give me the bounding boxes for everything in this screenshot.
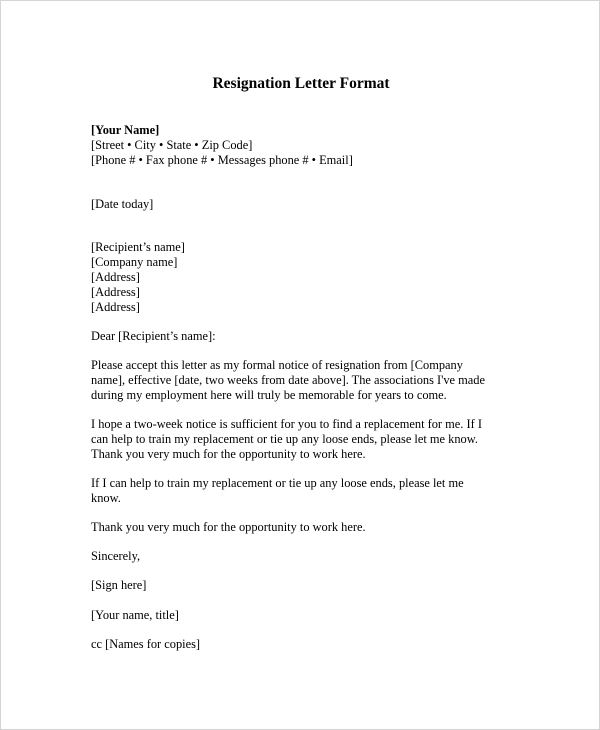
body-paragraph-2 bbox=[91, 417, 511, 462]
sender-block bbox=[91, 123, 511, 168]
recipient-address-line: [Address] bbox=[91, 300, 140, 314]
document-title: Resignation Letter Format bbox=[212, 75, 390, 92]
recipient-address-line: [Address] bbox=[91, 285, 140, 299]
paragraph-line: I hope a two-week notice is sufficient for you to find a replacement for me. If I bbox=[91, 417, 482, 431]
recipient-block bbox=[91, 240, 511, 315]
paragraph-line: name], effective [date, two weeks from date above]. The associations I've made bbox=[91, 373, 485, 387]
cc-line: cc [Names for copies] bbox=[91, 637, 201, 651]
recipient-company: [Company name] bbox=[91, 255, 178, 269]
paragraph-line: know. bbox=[91, 491, 121, 505]
body-paragraph-3 bbox=[91, 476, 511, 506]
paragraph-line: Please accept this letter as my formal notice of resignation from [Company bbox=[91, 358, 463, 372]
closing-block bbox=[91, 549, 511, 564]
typed-name: [Your name, title] bbox=[91, 608, 179, 622]
typed-name-block bbox=[91, 608, 511, 623]
body-paragraph-1 bbox=[91, 358, 511, 403]
recipient-name: [Recipient’s name] bbox=[91, 240, 185, 254]
signature-block bbox=[91, 578, 511, 593]
paragraph-line: Thank you very much for the opportunity to work here. bbox=[91, 520, 366, 534]
cc-block bbox=[91, 637, 511, 652]
recipient-address-line: [Address] bbox=[91, 270, 140, 284]
sender-name: [Your Name] bbox=[91, 123, 160, 137]
signature-placeholder: [Sign here] bbox=[91, 578, 147, 592]
paragraph-line: Thank you very much for the opportunity to work here. bbox=[91, 447, 366, 461]
salutation: Dear [Recipient’s name]: bbox=[91, 329, 216, 343]
paragraph-line: during my employment here will truly be memorable for years to come. bbox=[91, 388, 447, 402]
closing: Sincerely, bbox=[91, 549, 141, 563]
sender-contact: [Phone # • Fax phone # • Messages phone # • Email] bbox=[91, 153, 353, 167]
date-block bbox=[91, 197, 511, 212]
letter-date: [Date today] bbox=[91, 197, 154, 211]
paragraph-line: can help to train my replacement or tie up any loose ends, please let me know. bbox=[91, 432, 478, 446]
body-paragraph-4 bbox=[91, 520, 511, 535]
salutation-block bbox=[91, 329, 511, 344]
paragraph-line: If I can help to train my replacement or tie up any loose ends, please let me bbox=[91, 476, 464, 490]
sender-address: [Street • City • State • Zip Code] bbox=[91, 138, 253, 152]
